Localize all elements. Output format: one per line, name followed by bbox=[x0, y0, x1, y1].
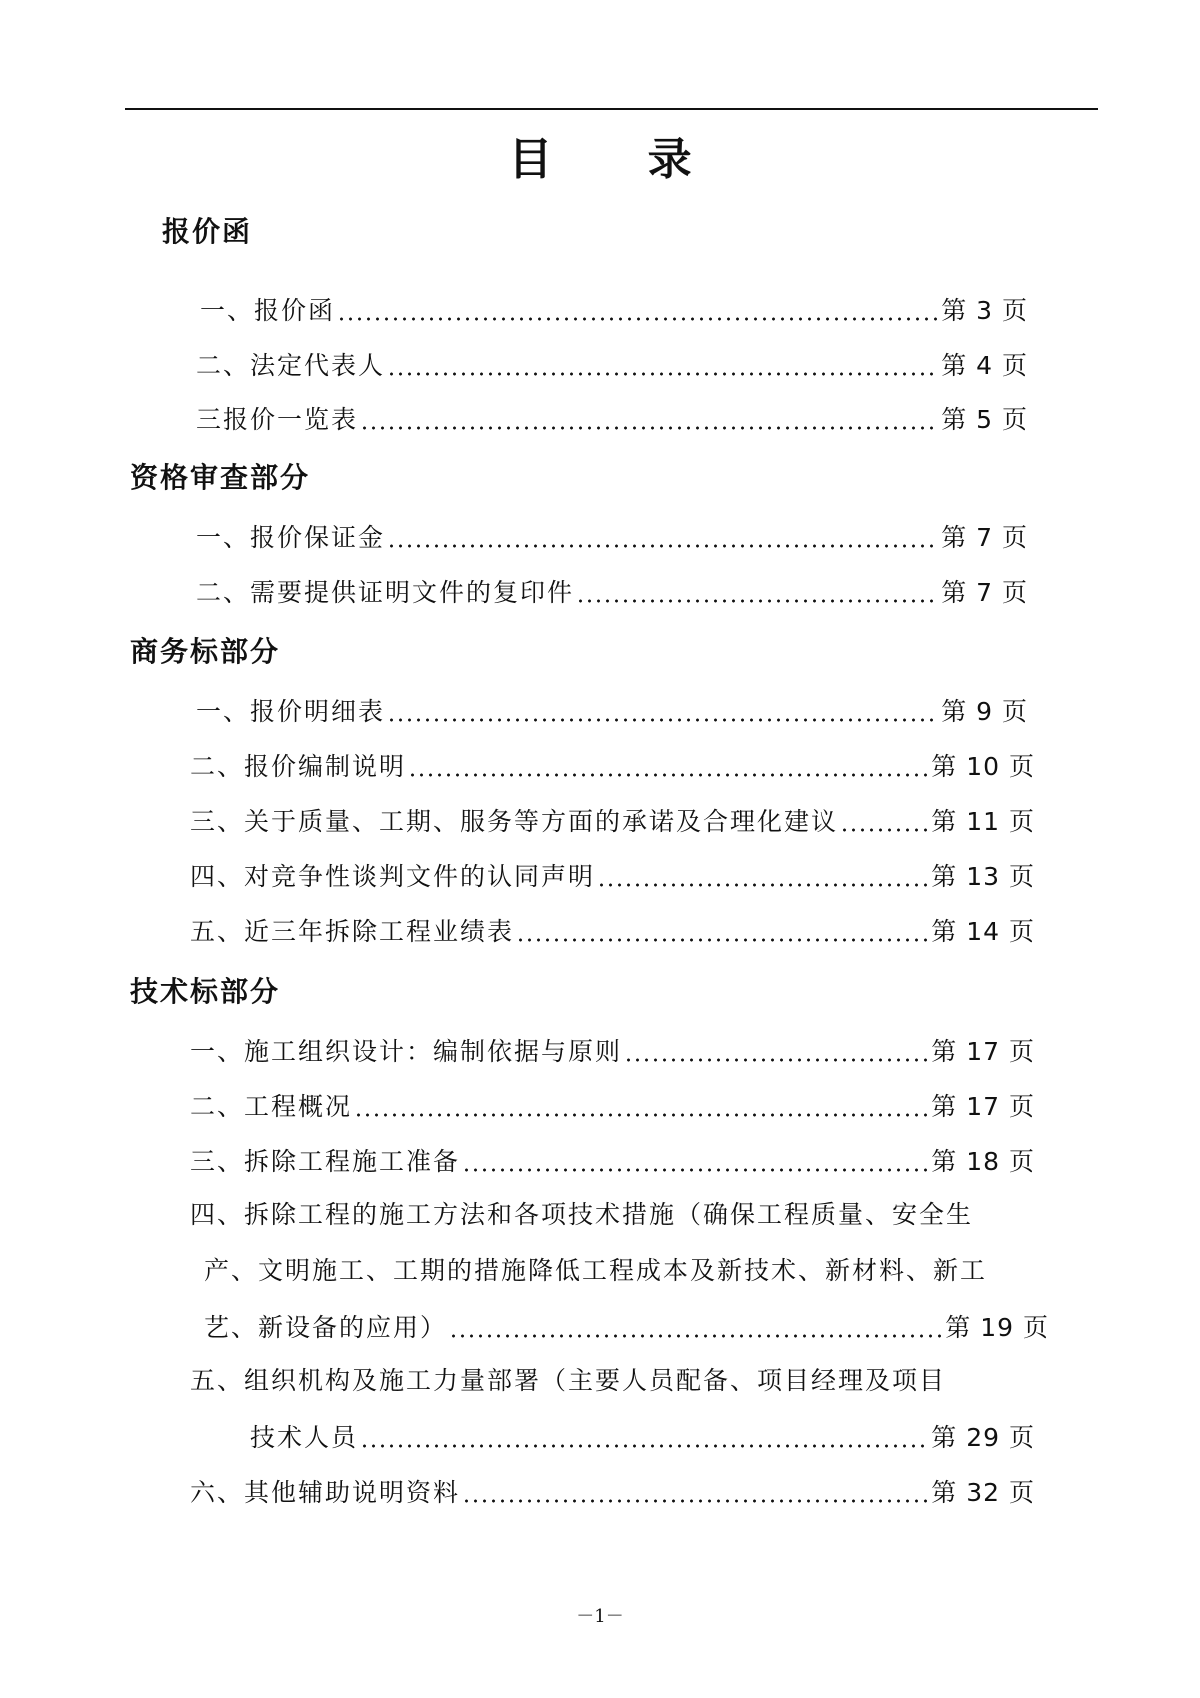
page-title: 目 录 bbox=[508, 134, 732, 185]
toc-entry-page: 第 13 页 bbox=[931, 862, 1035, 891]
toc-entry[interactable] bbox=[196, 693, 1028, 729]
toc-entry-label: 艺、新设备的应用） bbox=[204, 1313, 448, 1342]
dot-leader bbox=[462, 1149, 927, 1173]
toc-entry-label: 一、施工组织设计：编制依据与原则 bbox=[190, 1037, 623, 1066]
toc-entry[interactable] bbox=[190, 858, 1035, 894]
toc-entry[interactable] bbox=[196, 519, 1028, 555]
toc-entry-label: 三、拆除工程施工准备 bbox=[190, 1147, 461, 1176]
toc-entry-label: 技术人员 bbox=[250, 1423, 359, 1452]
toc-entry[interactable] bbox=[190, 1474, 1035, 1510]
toc-entry-label: 三、关于质量、工期、服务等方面的承诺及合理化建议 bbox=[190, 807, 839, 836]
toc-entry[interactable] bbox=[190, 913, 1035, 949]
toc-entry[interactable] bbox=[196, 574, 1028, 610]
toc-entry[interactable] bbox=[250, 1419, 1035, 1455]
toc-entry-page: 第 32 页 bbox=[931, 1478, 1035, 1507]
toc-entry-label: 五、近三年拆除工程业绩表 bbox=[190, 917, 515, 946]
toc-entry-page: 第 19 页 bbox=[945, 1313, 1049, 1342]
dot-leader bbox=[354, 1094, 927, 1118]
toc-entry-page: 第 9 页 bbox=[941, 697, 1028, 726]
dot-leader bbox=[840, 809, 927, 833]
toc-entry-label: 二、工程概况 bbox=[190, 1092, 353, 1121]
toc-entry-label: 六、其他辅助说明资料 bbox=[190, 1478, 461, 1507]
toc-entry-page: 第 3 页 bbox=[941, 296, 1028, 325]
toc-entry-label: 一、报价保证金 bbox=[196, 523, 386, 552]
toc-entry[interactable] bbox=[190, 1033, 1035, 1069]
toc-entry-page: 第 29 页 bbox=[931, 1423, 1035, 1452]
toc-entry-label: 四、对竞争性谈判文件的认同声明 bbox=[190, 862, 596, 891]
toc-entry-page: 第 17 页 bbox=[931, 1037, 1035, 1066]
toc-entry-page: 第 14 页 bbox=[931, 917, 1035, 946]
dot-leader bbox=[387, 699, 937, 723]
toc-entry-page: 第 10 页 bbox=[931, 752, 1035, 781]
section-heading-commercial: 商务标部分 bbox=[130, 635, 281, 668]
dot-leader bbox=[387, 353, 937, 377]
toc-entry-page: 第 11 页 bbox=[931, 807, 1035, 836]
toc-entry[interactable] bbox=[190, 748, 1035, 784]
toc-entry-label: 一、报价明细表 bbox=[196, 697, 386, 726]
dot-leader bbox=[516, 919, 927, 943]
dot-leader bbox=[387, 525, 937, 549]
dot-leader bbox=[337, 298, 937, 322]
toc-entry[interactable] bbox=[196, 347, 1028, 383]
section-heading-quote-letter: 报价函 bbox=[162, 215, 253, 248]
dot-leader bbox=[360, 1425, 927, 1449]
toc-entry-label: 二、报价编制说明 bbox=[190, 752, 407, 781]
toc-entry-line[interactable]: 四、拆除工程的施工方法和各项技术措施（确保工程质量、安全生 bbox=[190, 1200, 974, 1229]
toc-entry-page: 第 7 页 bbox=[941, 578, 1028, 607]
toc-entry-page: 第 18 页 bbox=[931, 1147, 1035, 1176]
toc-entry-page: 第 5 页 bbox=[941, 405, 1028, 434]
dot-leader bbox=[576, 580, 937, 604]
section-heading-technical: 技术标部分 bbox=[130, 975, 281, 1008]
toc-entry-label: 一、报价函 bbox=[200, 296, 336, 325]
dot-leader bbox=[462, 1480, 927, 1504]
toc-entry-label: 二、需要提供证明文件的复印件 bbox=[196, 578, 575, 607]
toc-entry-page: 第 7 页 bbox=[941, 523, 1028, 552]
toc-entry[interactable] bbox=[196, 401, 1028, 437]
toc-entry-label: 三报价一览表 bbox=[196, 405, 359, 434]
toc-entry[interactable] bbox=[190, 1088, 1035, 1124]
page-number: －1－ bbox=[576, 1606, 624, 1627]
toc-entry-label: 二、法定代表人 bbox=[196, 351, 386, 380]
toc-entry-line[interactable]: 五、组织机构及施工力量部署（主要人员配备、项目经理及项目 bbox=[190, 1366, 947, 1395]
toc-entry[interactable] bbox=[200, 292, 1028, 328]
toc-entry[interactable] bbox=[190, 1143, 1035, 1179]
toc-entry-page: 第 4 页 bbox=[941, 351, 1028, 380]
toc-entry-page: 第 17 页 bbox=[931, 1092, 1035, 1121]
toc-entry[interactable] bbox=[190, 803, 1035, 839]
dot-leader bbox=[360, 407, 937, 431]
section-heading-qualification: 资格审查部分 bbox=[130, 461, 311, 494]
dot-leader bbox=[624, 1039, 927, 1063]
dot-leader bbox=[597, 864, 927, 888]
dot-leader bbox=[449, 1315, 941, 1339]
dot-leader bbox=[408, 754, 927, 778]
toc-entry-line[interactable]: 产、文明施工、工期的措施降低工程成本及新技术、新材料、新工 bbox=[204, 1256, 988, 1285]
toc-entry[interactable] bbox=[204, 1309, 1049, 1345]
header-rule bbox=[125, 108, 1098, 110]
